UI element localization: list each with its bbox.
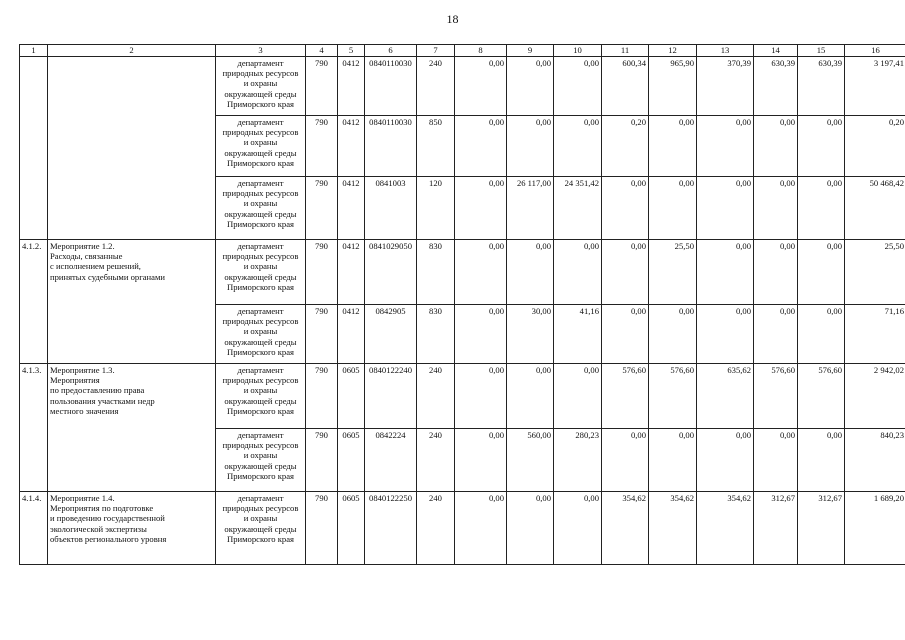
column-header: 10 — [554, 45, 602, 57]
target-article-cell: 0841029050 — [365, 240, 417, 305]
amount-cell: 0,00 — [754, 116, 798, 177]
amount-cell: 0,00 — [697, 116, 754, 177]
ministry-code-cell: 790 — [306, 177, 338, 240]
amount-cell: 0,00 — [455, 240, 507, 305]
agency-cell: департамент природных ресурсов и охраны окружающей среды Приморского края — [216, 364, 306, 429]
amount-cell: 0,00 — [455, 492, 507, 565]
total-cell: 25,50 — [845, 240, 905, 305]
amount-cell: 0,00 — [602, 177, 649, 240]
amount-cell: 0,00 — [507, 116, 554, 177]
total-cell: 71,16 — [845, 305, 905, 364]
agency-cell: департамент природных ресурсов и охраны окружающей среды Приморского края — [216, 492, 306, 565]
amount-cell: 26 117,00 — [507, 177, 554, 240]
measure-number: 4.1.4. — [20, 492, 48, 565]
table-row — [20, 57, 905, 116]
amount-cell: 0,20 — [602, 116, 649, 177]
column-header: 7 — [417, 45, 455, 57]
measure-name: Мероприятие 1.2. Расходы, связанные с исполнением решений, принятых судебными органами — [48, 240, 216, 364]
column-header: 5 — [338, 45, 365, 57]
ministry-code-cell: 790 — [306, 429, 338, 492]
measure-number: 4.1.2. — [20, 240, 48, 364]
amount-cell: 0,00 — [697, 429, 754, 492]
target-article-cell: 0840122250 — [365, 492, 417, 565]
amount-cell: 25,50 — [649, 240, 697, 305]
expense-type-cell: 850 — [417, 116, 455, 177]
column-header: 11 — [602, 45, 649, 57]
amount-cell: 0,00 — [455, 429, 507, 492]
target-article-cell: 0840110030 — [365, 116, 417, 177]
amount-cell: 0,00 — [554, 116, 602, 177]
total-cell: 0,20 — [845, 116, 905, 177]
amount-cell: 0,00 — [554, 492, 602, 565]
amount-cell: 0,00 — [697, 240, 754, 305]
amount-cell: 576,60 — [798, 364, 845, 429]
amount-cell: 576,60 — [649, 364, 697, 429]
section-code-cell: 0605 — [338, 364, 365, 429]
column-header: 15 — [798, 45, 845, 57]
expense-type-cell: 830 — [417, 305, 455, 364]
table-row — [20, 492, 905, 565]
amount-cell: 0,00 — [602, 305, 649, 364]
amount-cell: 0,00 — [754, 177, 798, 240]
amount-cell: 0,00 — [455, 116, 507, 177]
amount-cell: 280,23 — [554, 429, 602, 492]
amount-cell: 0,00 — [798, 116, 845, 177]
amount-cell: 312,67 — [754, 492, 798, 565]
amount-cell: 630,39 — [754, 57, 798, 116]
amount-cell: 0,00 — [649, 177, 697, 240]
amount-cell: 354,62 — [602, 492, 649, 565]
amount-cell: 24 351,42 — [554, 177, 602, 240]
ministry-code-cell: 790 — [306, 305, 338, 364]
ministry-code-cell: 790 — [306, 116, 338, 177]
target-article-cell: 0842905 — [365, 305, 417, 364]
agency-cell: департамент природных ресурсов и охраны окружающей среды Приморского края — [216, 305, 306, 364]
measure-name — [48, 57, 216, 240]
section-code-cell: 0605 — [338, 429, 365, 492]
amount-cell: 0,00 — [507, 492, 554, 565]
amount-cell: 0,00 — [649, 429, 697, 492]
expense-type-cell: 830 — [417, 240, 455, 305]
column-number-row — [20, 45, 905, 57]
amount-cell: 0,00 — [798, 240, 845, 305]
expense-type-cell: 240 — [417, 364, 455, 429]
amount-cell: 0,00 — [554, 364, 602, 429]
column-header: 8 — [455, 45, 507, 57]
budget-table — [19, 44, 905, 565]
amount-cell: 600,34 — [602, 57, 649, 116]
measure-number: 4.1.3. — [20, 364, 48, 492]
column-header: 13 — [697, 45, 754, 57]
amount-cell: 576,60 — [602, 364, 649, 429]
column-header: 16 — [845, 45, 905, 57]
section-code-cell: 0412 — [338, 177, 365, 240]
section-code-cell: 0412 — [338, 57, 365, 116]
agency-cell: департамент природных ресурсов и охраны окружающей среды Приморского края — [216, 57, 306, 116]
amount-cell: 0,00 — [507, 240, 554, 305]
ministry-code-cell: 790 — [306, 57, 338, 116]
section-code-cell: 0412 — [338, 116, 365, 177]
amount-cell: 354,62 — [697, 492, 754, 565]
amount-cell: 0,00 — [697, 305, 754, 364]
measure-name: Мероприятие 1.4. Мероприятия по подготовке и проведению государственной экологической экспертизы объектов регионального уровня — [48, 492, 216, 565]
expense-type-cell: 240 — [417, 492, 455, 565]
amount-cell: 370,39 — [697, 57, 754, 116]
amount-cell: 560,00 — [507, 429, 554, 492]
amount-cell: 0,00 — [602, 240, 649, 305]
amount-cell: 0,00 — [602, 429, 649, 492]
agency-cell: департамент природных ресурсов и охраны окружающей среды Приморского края — [216, 240, 306, 305]
amount-cell: 0,00 — [554, 57, 602, 116]
page-number: 18 — [446, 12, 459, 26]
table-row — [20, 240, 905, 305]
total-cell: 1 689,20 — [845, 492, 905, 565]
expense-type-cell: 120 — [417, 177, 455, 240]
amount-cell: 0,00 — [649, 305, 697, 364]
total-cell: 3 197,41 — [845, 57, 905, 116]
amount-cell: 0,00 — [754, 305, 798, 364]
amount-cell: 576,60 — [754, 364, 798, 429]
total-cell: 2 942,02 — [845, 364, 905, 429]
column-header: 3 — [216, 45, 306, 57]
measure-number — [20, 57, 48, 240]
agency-cell: департамент природных ресурсов и охраны окружающей среды Приморского края — [216, 429, 306, 492]
target-article-cell: 0842224 — [365, 429, 417, 492]
column-header: 9 — [507, 45, 554, 57]
amount-cell: 30,00 — [507, 305, 554, 364]
amount-cell: 0,00 — [754, 240, 798, 305]
target-article-cell: 0840110030 — [365, 57, 417, 116]
amount-cell: 41,16 — [554, 305, 602, 364]
ministry-code-cell: 790 — [306, 364, 338, 429]
table-row — [20, 364, 905, 429]
measure-name: Мероприятие 1.3. Мероприятия по предоставлению права пользования участками недр местного значения — [48, 364, 216, 492]
agency-cell: департамент природных ресурсов и охраны окружающей среды Приморского края — [216, 177, 306, 240]
amount-cell: 630,39 — [798, 57, 845, 116]
amount-cell: 354,62 — [649, 492, 697, 565]
target-article-cell: 0841003 — [365, 177, 417, 240]
amount-cell: 0,00 — [554, 240, 602, 305]
amount-cell: 0,00 — [455, 364, 507, 429]
column-header: 4 — [306, 45, 338, 57]
column-header: 6 — [365, 45, 417, 57]
amount-cell: 0,00 — [798, 305, 845, 364]
amount-cell: 0,00 — [455, 305, 507, 364]
section-code-cell: 0605 — [338, 492, 365, 565]
amount-cell: 965,90 — [649, 57, 697, 116]
amount-cell: 0,00 — [798, 429, 845, 492]
amount-cell: 312,67 — [798, 492, 845, 565]
amount-cell: 0,00 — [798, 177, 845, 240]
amount-cell: 0,00 — [754, 429, 798, 492]
column-header: 1 — [20, 45, 48, 57]
amount-cell: 635,62 — [697, 364, 754, 429]
amount-cell: 0,00 — [455, 177, 507, 240]
section-code-cell: 0412 — [338, 305, 365, 364]
column-header: 14 — [754, 45, 798, 57]
amount-cell: 0,00 — [507, 57, 554, 116]
amount-cell: 0,00 — [649, 116, 697, 177]
column-header: 2 — [48, 45, 216, 57]
ministry-code-cell: 790 — [306, 240, 338, 305]
amount-cell: 0,00 — [455, 57, 507, 116]
amount-cell: 0,00 — [507, 364, 554, 429]
total-cell: 50 468,42 — [845, 177, 905, 240]
ministry-code-cell: 790 — [306, 492, 338, 565]
expense-type-cell: 240 — [417, 429, 455, 492]
target-article-cell: 0840122240 — [365, 364, 417, 429]
expense-type-cell: 240 — [417, 57, 455, 116]
column-header: 12 — [649, 45, 697, 57]
agency-cell: департамент природных ресурсов и охраны окружающей среды Приморского края — [216, 116, 306, 177]
amount-cell: 0,00 — [697, 177, 754, 240]
table-body — [20, 57, 905, 565]
section-code-cell: 0412 — [338, 240, 365, 305]
total-cell: 840,23 — [845, 429, 905, 492]
